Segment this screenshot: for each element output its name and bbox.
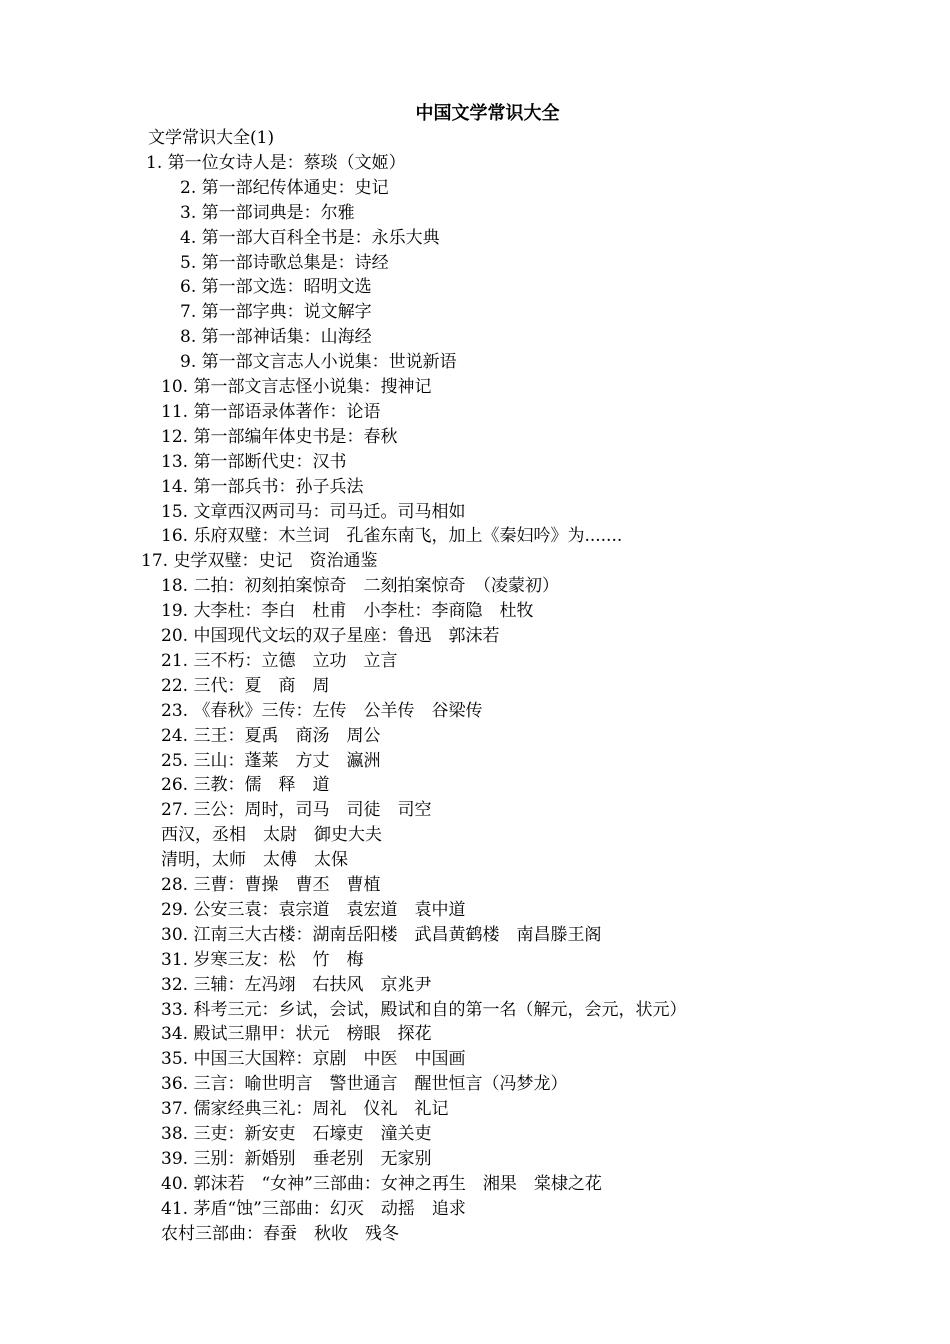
document-line: 10. 第一部文言志怪小说集：搜神记 (161, 377, 432, 397)
document-line: 13. 第一部断代史：汉书 (161, 451, 347, 472)
document-line: 40. 郭沫若 “女神”三部曲：女神之再生 湘果 棠棣之花 (161, 1173, 602, 1194)
document-line: 26. 三教：儒 释 道 (161, 775, 330, 796)
document-line: 34. 殿试三鼎甲：状元 榜眼 探花 (161, 1024, 432, 1045)
document-line: 3. 第一部词典是：尔雅 (180, 202, 355, 223)
document-line: 37. 儒家经典三礼：周礼 仪礼 礼记 (161, 1099, 449, 1120)
document-line: 11. 第一部语录体著作：论语 (161, 401, 381, 422)
document-line: 22. 三代：夏 商 周 (161, 675, 330, 696)
document-line: 29. 公安三袁：袁宗道 袁宏道 袁中道 (161, 899, 466, 920)
document-line: 38. 三吏：新安吏 石壕吏 潼关吏 (161, 1124, 432, 1144)
document-line: 35. 中国三大国粹：京剧 中医 中国画 (161, 1049, 466, 1070)
document-line: 8. 第一部神话集：山海经 (180, 327, 372, 348)
document-line: 农村三部曲：春蚕 秋收 残冬 (161, 1223, 399, 1244)
document-line: 16. 乐府双璧：木兰词 孔雀东南飞，加上《秦妇吟》为....... (161, 526, 623, 547)
document-line: 18. 二拍：初刻拍案惊奇 二刻拍案惊奇 （凌蒙初） (161, 576, 559, 597)
document-line: 文学常识大全(1) (148, 128, 275, 148)
document-line: 19. 大李杜：李白 杜甫 小李杜：李商隐 杜牧 (161, 601, 534, 622)
document-line: 41. 茅盾“蚀”三部曲：幻灭 动摇 追求 (161, 1198, 466, 1219)
document-line: 27. 三公：周时，司马 司徒 司空 (161, 800, 432, 821)
document-line: 24. 三王：夏禹 商汤 周公 (161, 725, 381, 746)
document-line: 1. 第一位女诗人是：蔡琰（文姬） (146, 152, 406, 173)
document-line: 31. 岁寒三友：松 竹 梅 (161, 949, 364, 970)
document-line: 32. 三辅：左冯翊 右扶风 京兆尹 (161, 974, 432, 995)
document-line: 20. 中国现代文坛的双子星座：鲁迅 郭沫若 (161, 626, 500, 646)
document-line: 23. 《春秋》三传：左传 公羊传 谷梁传 (161, 700, 483, 721)
document-line: 36. 三言：喻世明言 警世通言 醒世恒言（冯梦龙） (161, 1074, 568, 1095)
document-line: 清明，太师 太傅 太保 (161, 850, 348, 871)
document-line: 39. 三别：新婚别 垂老别 无家别 (161, 1148, 432, 1169)
document-line: 14. 第一部兵书：孙子兵法 (161, 476, 364, 497)
document-line: 15. 文章西汉两司马：司马迁。司马相如 (161, 501, 466, 522)
document-line: 21. 三不朽：立德 立功 立言 (161, 650, 398, 671)
document-title: 中国文学常识大全 (415, 103, 560, 124)
document-line: 4. 第一部大百科全书是：永乐大典 (180, 227, 440, 248)
document-line: 9. 第一部文言志人小说集：世说新语 (180, 352, 457, 373)
document-line: 30. 江南三大古楼：湖南岳阳楼 武昌黄鹤楼 南昌滕王阁 (161, 924, 602, 945)
document-line: 西汉，丞相 太尉 御史大夫 (161, 825, 382, 846)
document-line: 17. 史学双璧：史记 资治通鉴 (141, 551, 378, 572)
document-line: 2. 第一部纪传体通史：史记 (180, 177, 389, 198)
document-line: 12. 第一部编年体史书是：春秋 (161, 426, 398, 447)
document-line: 25. 三山：蓬莱 方丈 瀛洲 (161, 750, 381, 771)
document-line: 6. 第一部文选：昭明文选 (180, 277, 372, 298)
document-line: 7. 第一部字典：说文解字 (180, 302, 372, 323)
document-line: 5. 第一部诗歌总集是：诗经 (180, 252, 389, 273)
document-line: 28. 三曹：曹操 曹丕 曹植 (161, 875, 381, 895)
document-line: 33. 科考三元：乡试，会试，殿试和自的第一名（解元，会元，状元） (161, 999, 687, 1020)
